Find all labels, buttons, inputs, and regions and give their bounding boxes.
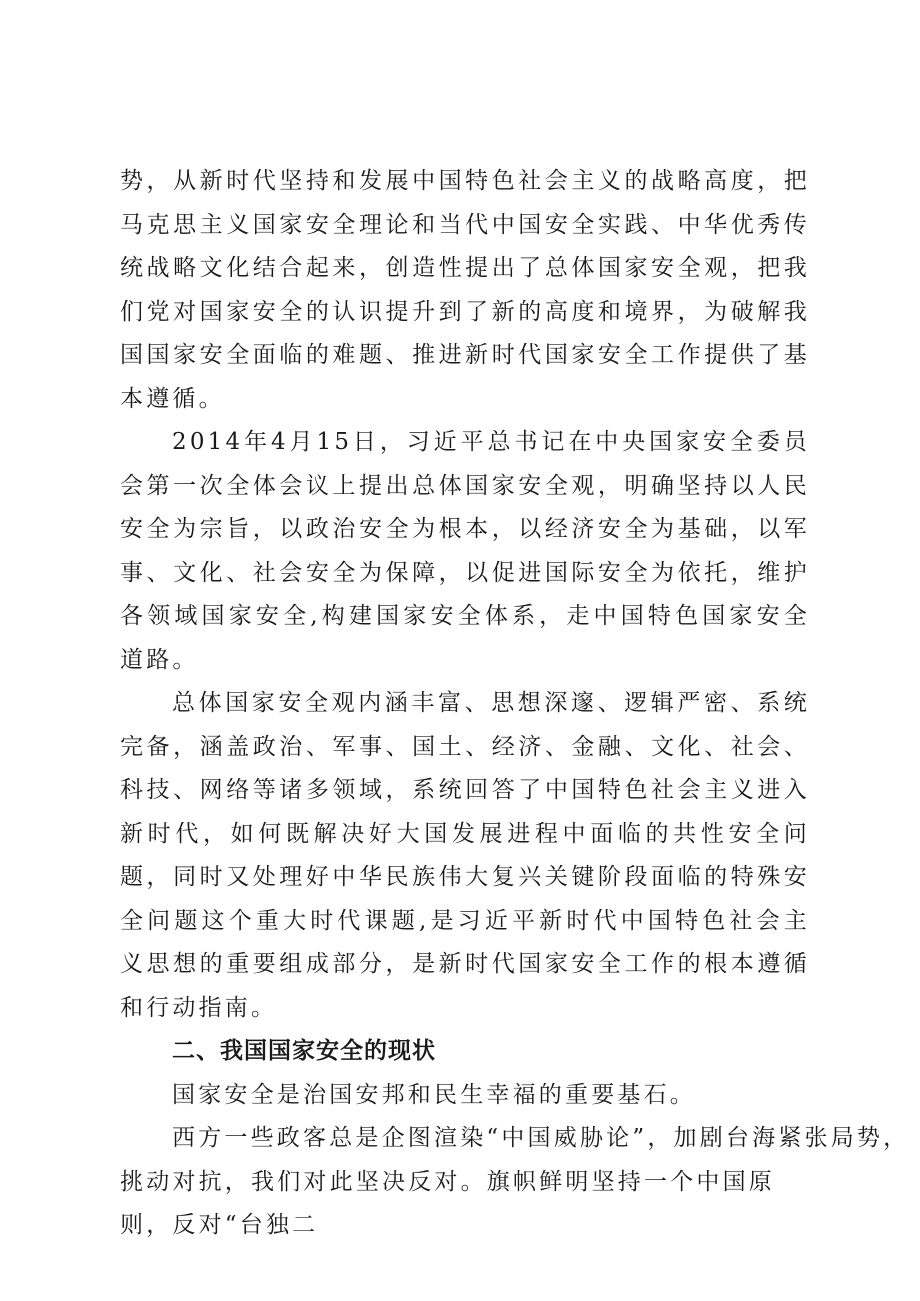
paragraph-4: 国家安全是治国安邦和民生幸福的重要基石。 bbox=[172, 1081, 696, 1108]
paragraph-5-line-2: 挑动对抗，我们对此坚决反对。旗帜鲜明坚持一个中国原 bbox=[120, 1168, 775, 1195]
paragraph-3: 总体国家安全观内涵丰富、思想深邃、逻辑严密、系统完备，涵盖政治、军事、国土、经济、金融、文化、社会、科技、网络等诸多领域，系统回答了中国特色社会主义进入新时代，如何既解决好大国发展进程中面临的共性安全问题，同时又处理好中华民族伟大复兴关键阶段面临的特殊安全问题这个重大时代课题,是习近平新时代中国特色社会主义思想的重要组成部分，是新时代国家安全工作的根本遵循和行动指南。 bbox=[120, 690, 810, 1021]
paragraph-5-line-1: 西方一些政客总是企图渲染“中国威胁论”，加剧台海紧张局势， bbox=[172, 1125, 910, 1151]
section-heading: 二、我国国家安全的现状 bbox=[172, 1038, 436, 1064]
paragraph-2: 2014年4月15日，习近平总书记在中央国家安全委员会第一次全体会议上提出总体国家安全观，明确坚持以人民安全为宗旨，以政治安全为根本，以经济安全为基础，以军事、文化、社会安全为保障，以促进国际安全为依托，维护各领域国家安全,构建国家安全体系，走中国特色国家安全道路。 bbox=[120, 429, 810, 673]
paragraph-5 bbox=[120, 1117, 910, 1248]
document-body bbox=[120, 160, 910, 1248]
paragraph-5-line-3: 则，反对“台独二 bbox=[120, 1212, 319, 1238]
paragraph-1: 势，从新时代坚持和发展中国特色社会主义的战略高度，把马克思主义国家安全理论和当代中国安全实践、中华优秀传统战略文化结合起来，创造性提出了总体国家安全观，把我们党对国家安全的认识提升到了新的高度和境界，为破解我国国家安全面临的难题、推进新时代国家安全工作提供了基本遵循。 bbox=[120, 168, 810, 412]
